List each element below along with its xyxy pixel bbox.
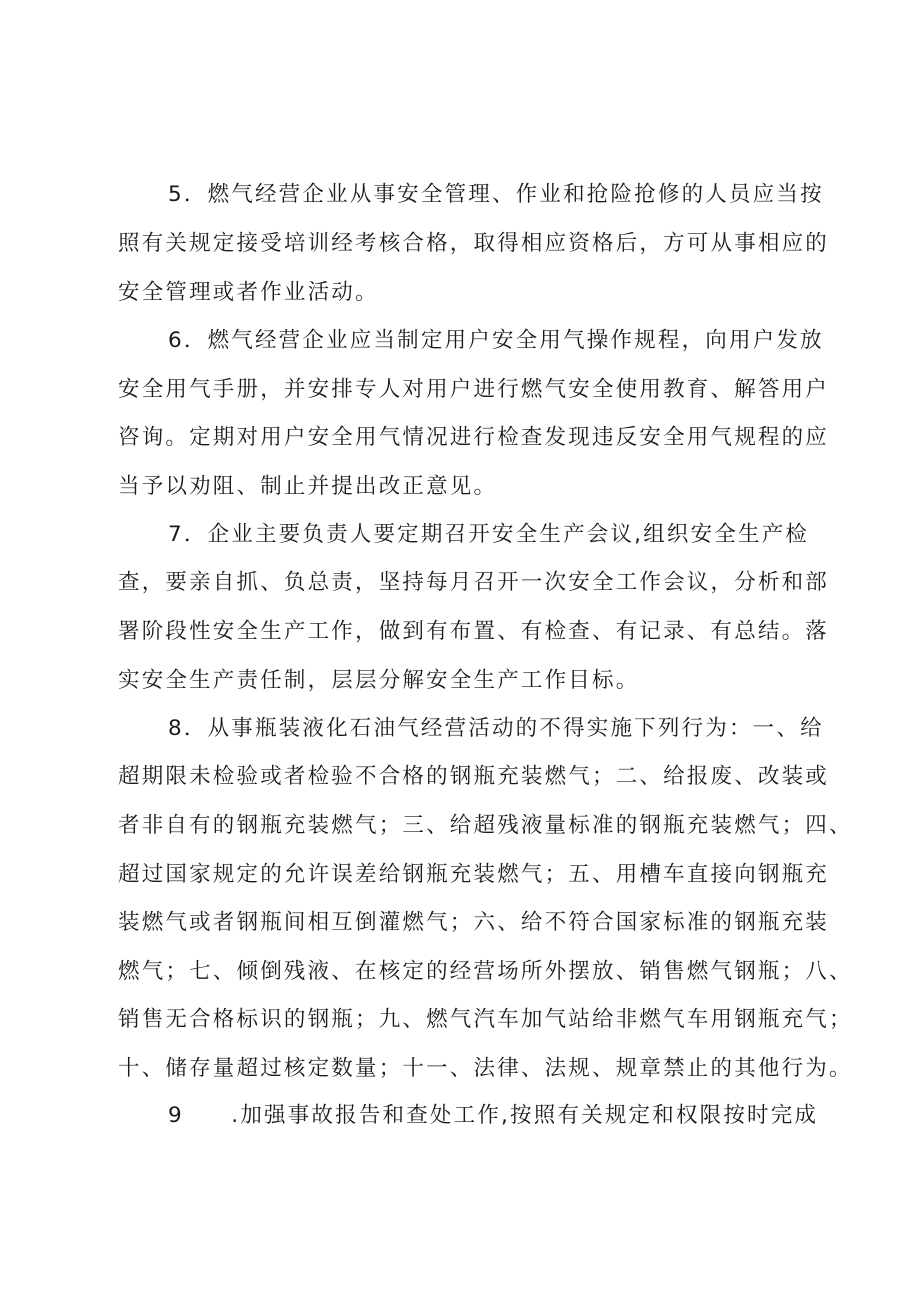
paragraph-6-line-3: 咨询。定期对用户安全用气情况进行检查发现违反安全用气规程的应 — [118, 425, 830, 450]
paragraph-7-line-3: 署阶段性安全生产工作，做到有布置、有检查、有记录、有总结。落 — [118, 619, 830, 644]
paragraph-8-line-8: 十、储存量超过核定数量；十一、法律、法规、规章禁止的其他行为。 — [118, 1056, 853, 1081]
paragraph-7-line-4: 实安全生产责任制，层层分解安全生产工作目标。 — [118, 668, 640, 693]
paragraph-5-line-2: 照有关规定接受培训经考核合格，取得相应资格后，方可从事相应的 — [118, 231, 830, 256]
paragraph-8-line-7: 销售无合格标识的钢瓶；九、燃气汽车加气站给非燃气车用钢瓶充气； — [118, 1007, 853, 1032]
paragraph-7-line-2: 查，要亲自抓、负总责，坚持每月召开一次安全工作会议，分析和部 — [118, 570, 830, 595]
paragraph-9-line-1: 9 .加强事故报告和查处工作,按照有关规定和权限按时完成 — [168, 1103, 819, 1128]
paragraph-6-line-1: 6．燃气经营企业应当制定用户安全用气操作规程，向用户发放 — [168, 328, 824, 353]
paragraph-8-line-3: 者非自有的钢瓶充装燃气；三、给超残液量标准的钢瓶充装燃气；四、 — [118, 813, 853, 838]
paragraph-5-line-3: 安全管理或者作业活动。 — [118, 280, 379, 305]
paragraph-8-line-5: 装燃气或者钢瓶间相互倒灌燃气；六、给不符合国家标准的钢瓶充装 — [118, 910, 830, 935]
paragraph-8-line-2: 超期限未检验或者检验不合格的钢瓶充装燃气；二、给报废、改装或 — [118, 764, 830, 789]
paragraph-7-line-1: 7．企业主要负责人要定期召开安全生产会议,组织安全生产检 — [168, 522, 810, 547]
paragraph-5-line-1: 5．燃气经营企业从事安全管理、作业和抢险抢修的人员应当按 — [168, 182, 824, 207]
paragraph-8-line-6: 燃气；七、倾倒残液、在核定的经营场所外摆放、销售燃气钢瓶；八、 — [118, 959, 853, 984]
paragraph-8-line-4: 超过国家规定的允许误差给钢瓶充装燃气；五、用槽车直接向钢瓶充 — [118, 862, 830, 887]
paragraph-6-line-2: 安全用气手册，并安排专人对用户进行燃气安全使用教育、解答用户 — [118, 377, 830, 402]
paragraph-6-line-4: 当予以劝阻、制止并提出改正意见。 — [118, 474, 498, 499]
paragraph-8-line-1: 8．从事瓶装液化石油气经营活动的不得实施下列行为：一、给 — [168, 716, 824, 741]
